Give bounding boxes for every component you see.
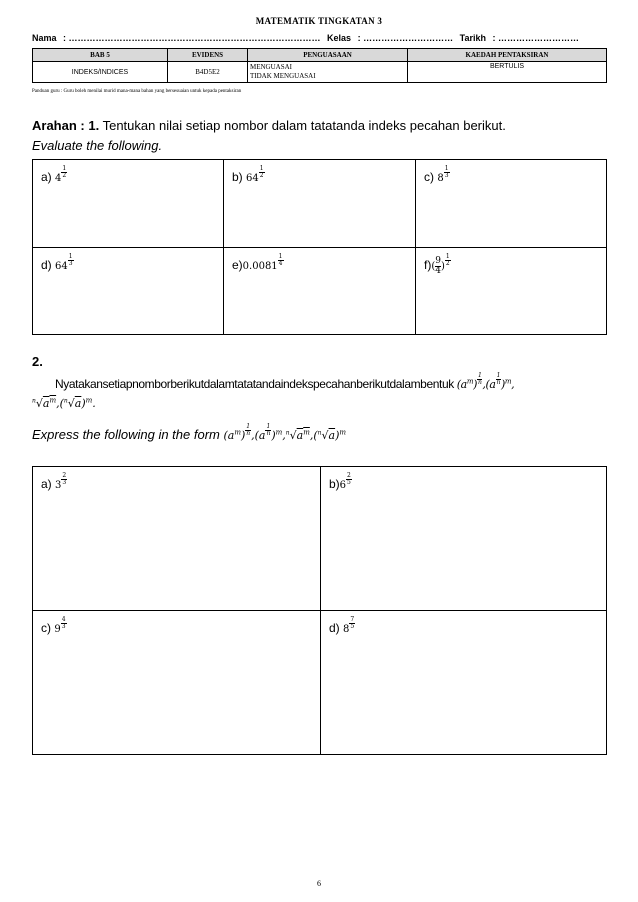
answer-box-b[interactable] xyxy=(223,159,416,248)
numerator: 1 xyxy=(445,253,450,260)
exponent-fraction xyxy=(61,617,67,630)
answer-box-f[interactable] xyxy=(415,247,607,335)
q2-answer-box-d[interactable] xyxy=(320,610,607,755)
denominator: 2 xyxy=(62,172,67,179)
header-bab: BAB 5 xyxy=(33,49,168,62)
denominator: 2 xyxy=(259,172,264,179)
exponent-fraction xyxy=(61,166,67,179)
question-1-text-en: Evaluate the following. xyxy=(32,138,163,153)
numerator: 1 xyxy=(444,165,449,172)
numerator: 1 xyxy=(259,165,264,172)
answer-box-a[interactable] xyxy=(32,159,224,248)
numerator: 2 xyxy=(347,472,351,479)
base-denominator: 4 xyxy=(435,266,441,276)
question-text-ms: Nyatakansetiapnomborberikutdalamtatatandaindekspecahanberikutdalambentuk xyxy=(55,377,454,391)
form-expression-continued: $^n√a^m,(^n√a)^m$. xyxy=(32,396,96,410)
page-number: 6 xyxy=(317,879,321,888)
header-kaedah: KAEDAH PENTAKSIRAN xyxy=(408,49,607,62)
question-1-instruction xyxy=(32,118,506,133)
q2-answer-box-c[interactable] xyxy=(32,610,321,755)
numerator: 2 xyxy=(62,472,67,479)
exponent-fraction xyxy=(445,254,451,267)
base: 3 xyxy=(55,480,62,491)
question-text-en: Express the following in the form xyxy=(32,427,220,442)
exponent-fraction xyxy=(68,254,74,267)
cell-evidens: B4D5E2 xyxy=(168,62,248,83)
exponent-fraction xyxy=(444,166,450,179)
expression xyxy=(242,253,284,272)
kelas-field[interactable]: : ………………………… xyxy=(357,33,454,43)
question-2-text-ms xyxy=(55,373,514,391)
denominator: 3 xyxy=(61,623,66,630)
cell-label: f) xyxy=(424,258,432,272)
student-info-row xyxy=(32,33,583,43)
base: 4 xyxy=(55,173,62,184)
nama-field[interactable]: : ………………………………………………………………………… xyxy=(63,33,321,43)
question-2-text-en xyxy=(32,424,346,442)
cell-bab: INDEKS/INDICES xyxy=(33,62,168,83)
teacher-guide-note: Panduan guru : Guru boleh menilai murid mana-mana bahan yang bersesuaian untuk kepada pentaksiran xyxy=(32,89,242,94)
exponent-fraction xyxy=(259,166,265,179)
answer-box-e[interactable] xyxy=(223,247,416,335)
assessment-table xyxy=(32,48,607,83)
penguasaan-option-2: TIDAK MENGUASAI xyxy=(250,72,316,80)
question-2-number: 2. xyxy=(32,354,43,369)
expression xyxy=(437,165,449,184)
exponent-fraction xyxy=(349,617,355,630)
cell-kaedah: BERTULIS xyxy=(408,62,607,83)
base: 6 xyxy=(339,480,347,491)
header-penguasaan: PENGUASAAN xyxy=(248,49,408,62)
cell-label: a) xyxy=(41,477,52,491)
base: 0.0081 xyxy=(242,261,278,272)
page-title: MATEMATIK TINGKATAN 3 xyxy=(255,16,383,26)
cell-label: b) xyxy=(329,477,340,491)
answer-box-d[interactable] xyxy=(32,247,224,335)
numerator: 4 xyxy=(61,616,66,623)
tarikh-field[interactable]: : ……………………… xyxy=(492,33,579,43)
form-expression: $(a^m)$ $\frac{1}{n}$ ,(a $\frac{1}{n}$ )$^m$, xyxy=(456,372,515,391)
denominator: 3 xyxy=(68,260,73,267)
base: 64 xyxy=(55,261,68,272)
cell-label: b) xyxy=(232,170,243,184)
question-text-ms: Tentukan nilai setiap nombor dalam tatatanda indeks pecahan berikut. xyxy=(102,118,506,133)
q2-answer-box-b[interactable] xyxy=(320,466,607,611)
question-number: 1. xyxy=(88,118,100,133)
base: 8 xyxy=(437,173,444,184)
cell-label: c) xyxy=(41,621,51,635)
expression xyxy=(55,472,67,491)
base: 64 xyxy=(246,173,259,184)
numerator: 1 xyxy=(68,253,73,260)
base: 9 xyxy=(54,624,61,635)
expression xyxy=(55,165,67,184)
expression: ( $\frac{9}{4}$) $\frac{1}{2}$ xyxy=(431,253,450,276)
form-expression-en: $(a^m)$ $\frac{1}{n}$ ,(a $\frac{1}{n}$ )$^m,^n√a^m,(^n√a)^m$ xyxy=(223,423,347,442)
expression xyxy=(55,253,74,272)
expression xyxy=(246,165,265,184)
exponent-fraction xyxy=(61,473,67,486)
denominator: 3 xyxy=(62,479,67,486)
expression xyxy=(54,616,66,635)
base: 8 xyxy=(343,624,350,635)
cell-penguasaan xyxy=(248,62,408,83)
instruction-prefix: Arahan : xyxy=(32,118,85,133)
header-evidens: EVIDENS xyxy=(168,49,248,62)
nama-label: Nama xyxy=(32,33,57,43)
cell-label: c) xyxy=(424,170,434,184)
denominator: 2 xyxy=(445,260,450,267)
tarikh-label: Tarikh xyxy=(459,33,486,43)
exponent-fraction xyxy=(346,473,352,486)
kelas-label: Kelas xyxy=(327,33,352,43)
exponent-fraction xyxy=(278,254,284,267)
cell-label: d) xyxy=(41,258,52,272)
numerator: 7 xyxy=(350,616,355,623)
denominator: 5 xyxy=(350,623,355,630)
base-numerator: 9 xyxy=(435,256,441,266)
q2-answer-box-a[interactable] xyxy=(32,466,321,611)
penguasaan-option-1: MENGUASAI xyxy=(250,63,292,71)
expression xyxy=(343,616,355,635)
answer-box-c[interactable] xyxy=(415,159,607,248)
denominator: 5 xyxy=(347,479,351,486)
cell-label: e) xyxy=(232,258,243,272)
cell-label: d) xyxy=(329,621,340,635)
base-fraction xyxy=(435,257,441,276)
expression xyxy=(339,472,352,491)
numerator: 1 xyxy=(62,165,67,172)
cell-label: a) xyxy=(41,170,52,184)
denominator: 3 xyxy=(444,172,449,179)
denominator: 4 xyxy=(278,260,283,267)
numerator: 1 xyxy=(278,253,283,260)
